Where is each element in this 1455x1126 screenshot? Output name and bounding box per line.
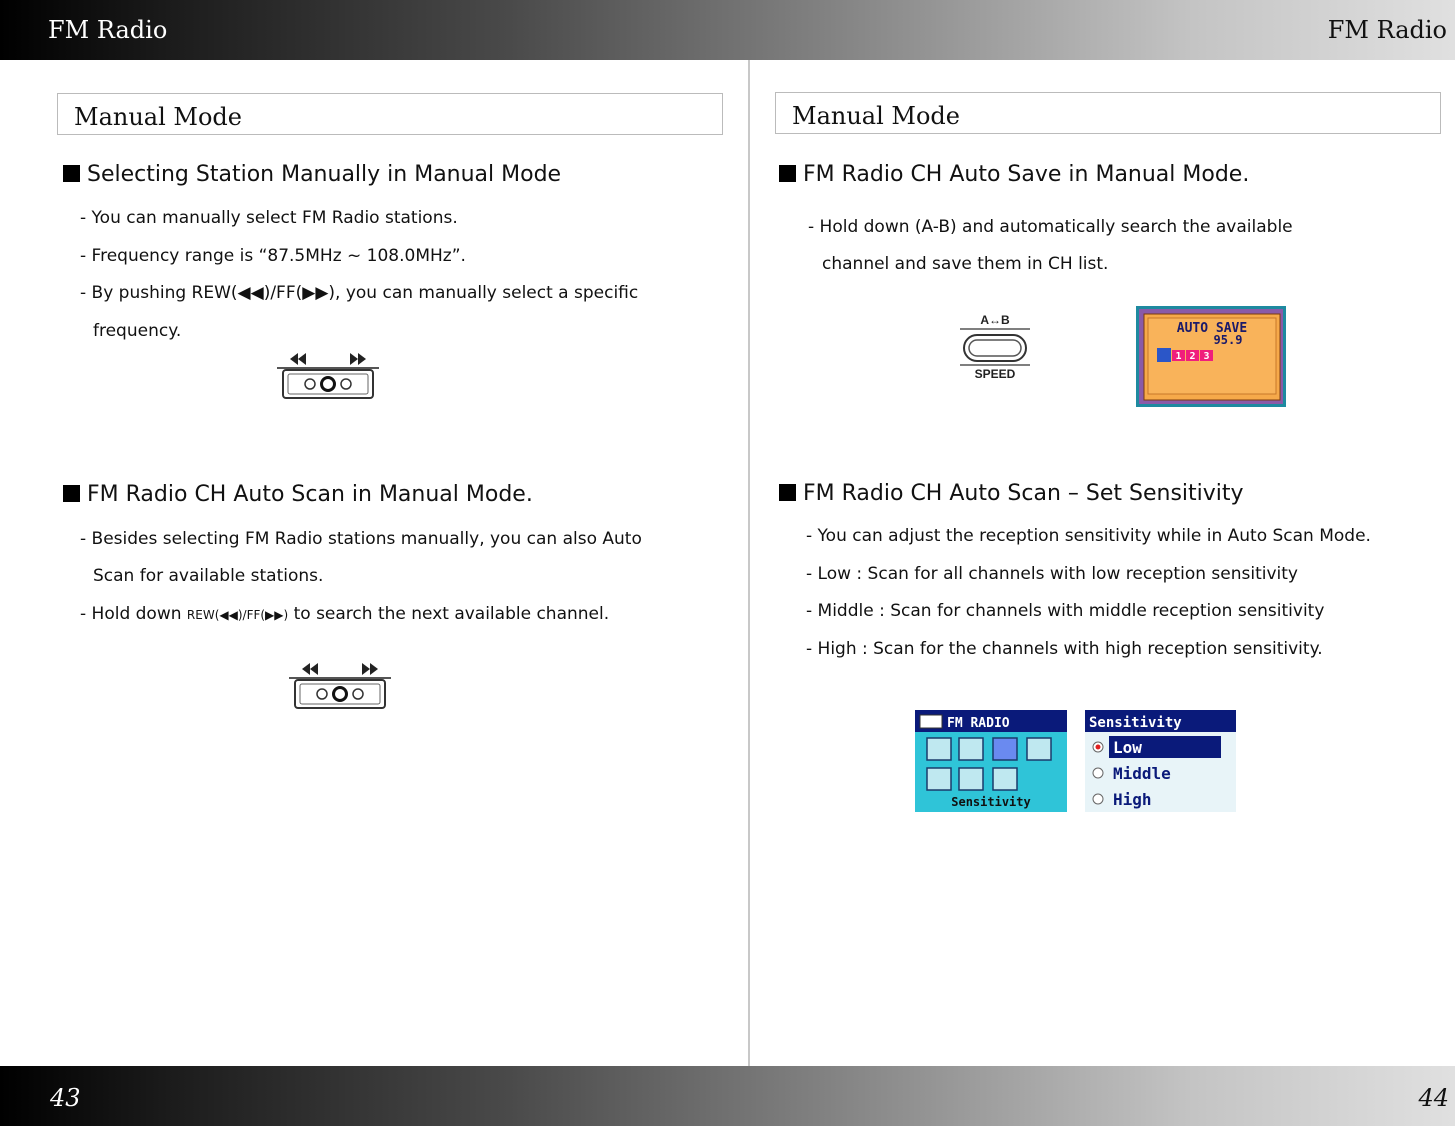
right-section1-title: FM Radio CH Auto Save in Manual Mode. [803, 162, 1250, 187]
ab-speed-button-illustration [958, 310, 1032, 382]
ab-button-label: A↔B [980, 313, 1010, 327]
menu-icon [927, 738, 951, 760]
right-mode-box [775, 92, 1441, 134]
left-s1-line: - Frequency range is “87.5MHz ~ 108.0MHz”. [80, 246, 466, 266]
bullet-square-icon [63, 165, 80, 182]
left-section2-heading [63, 482, 533, 507]
left-section2-title: FM Radio CH Auto Scan in Manual Mode. [87, 482, 533, 507]
menu-icon [1027, 738, 1051, 760]
hold-keys: REW(◀◀)/FF(▶▶) [186, 608, 289, 622]
auto-save-title: AUTO SAVE [1176, 321, 1248, 336]
sensitivity-option-high: High [1113, 790, 1152, 809]
bullet-square-icon [779, 484, 796, 501]
right-section2-heading [779, 481, 1244, 506]
header-left-title: FM Radio [48, 16, 168, 44]
right-s2-line: - You can adjust the reception sensitivity while in Auto Scan Mode. [806, 526, 1371, 546]
sensitivity-option-low: Low [1113, 738, 1142, 757]
right-s1-line: channel and save them in CH list. [822, 254, 1109, 274]
sensitivity-screen [1085, 710, 1236, 812]
menu-icon [993, 738, 1017, 760]
channel-slot: 3 [1203, 351, 1210, 362]
rewind-icon [302, 663, 318, 675]
right-mode-label: Manual Mode [792, 102, 960, 130]
auto-save-screen [1136, 306, 1286, 407]
sensitivity-option-middle: Middle [1113, 764, 1171, 783]
menu-icon [927, 768, 951, 790]
auto-save-frequency: 95.9 [1213, 333, 1243, 347]
left-s1-line: frequency. [93, 321, 182, 341]
menu-icon [959, 768, 983, 790]
menu-icon [959, 738, 983, 760]
page-divider [748, 60, 750, 1066]
left-s1-line: - By pushing REW(◀◀)/FF(▶▶), you can manually select a specific [80, 283, 639, 303]
right-s2-line: - Low : Scan for all channels with low reception sensitivity [806, 564, 1298, 584]
page-number-left: 43 [50, 1084, 81, 1112]
fast-forward-icon [362, 663, 378, 675]
bottom-bar [0, 1066, 1455, 1126]
right-section1-heading [779, 162, 1249, 187]
left-mode-label: Manual Mode [74, 103, 242, 131]
fast-forward-icon [350, 353, 366, 365]
right-s2-line: - Middle : Scan for channels with middle reception sensitivity [806, 601, 1325, 621]
sensitivity-screen-title: Sensitivity [1089, 715, 1182, 731]
menu-screen-caption: Sensitivity [951, 795, 1031, 809]
left-s2-hold-line [80, 604, 609, 624]
rew-ff-button-illustration [276, 350, 380, 402]
header-right-title: FM Radio [1327, 16, 1447, 44]
right-s1-line: - Hold down (A-B) and automatically search the available [808, 217, 1293, 237]
left-s2-line: - Besides selecting FM Radio stations manually, you can also Auto [80, 529, 642, 549]
bullet-square-icon [779, 165, 796, 182]
speed-button-label: SPEED [974, 367, 1016, 381]
right-s2-line: - High : Scan for the channels with high reception sensitivity. [806, 639, 1323, 659]
menu-icon [993, 768, 1017, 790]
menu-screen-title: FM RADIO [947, 716, 1010, 731]
page-number-right: 44 [1418, 1084, 1449, 1112]
left-section1-title: Selecting Station Manually in Manual Mode [87, 162, 562, 187]
left-section1-heading [63, 162, 561, 187]
fm-radio-menu-screen [915, 710, 1067, 812]
right-section2-title: FM Radio CH Auto Scan – Set Sensitivity [803, 481, 1244, 506]
top-bar [0, 0, 1455, 60]
left-mode-box [57, 93, 723, 135]
left-s2-line: Scan for available stations. [93, 566, 324, 586]
bullet-square-icon [63, 485, 80, 502]
channel-list-icon [1157, 348, 1171, 362]
channel-slot: 1 [1175, 351, 1182, 362]
left-s1-line: - You can manually select FM Radio stations. [80, 208, 458, 228]
rewind-icon [290, 353, 306, 365]
hold-prefix: - Hold down [80, 604, 187, 624]
hold-suffix: to search the next available channel. [288, 604, 610, 624]
radio-icon [920, 715, 942, 728]
rew-ff-button-illustration [288, 660, 392, 712]
channel-slot: 2 [1189, 351, 1196, 362]
